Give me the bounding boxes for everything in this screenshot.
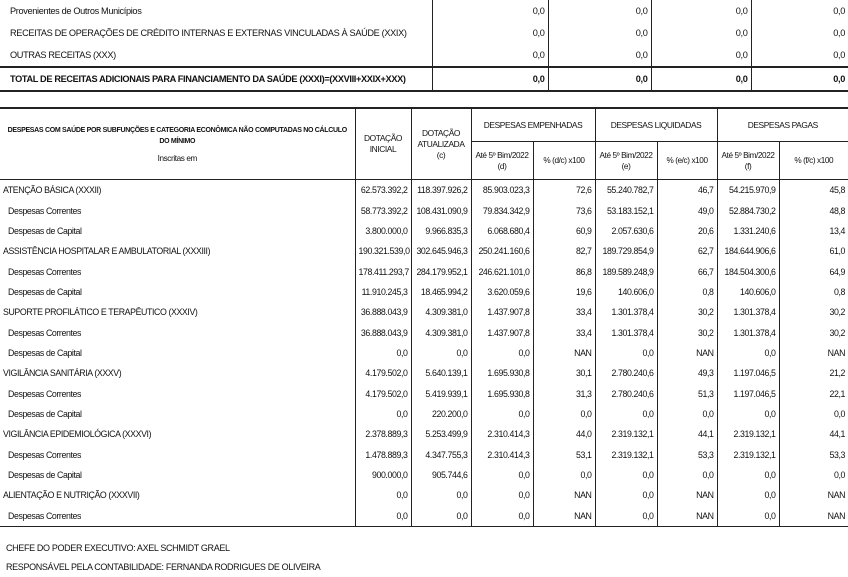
cell-value: 22,1 bbox=[779, 383, 848, 403]
cell-value: 72,6 bbox=[533, 180, 595, 201]
cell-value: 13,4 bbox=[779, 221, 848, 241]
cell-value: 189.729.854,9 bbox=[595, 241, 657, 261]
cell-value: 82,7 bbox=[533, 241, 595, 261]
cell-value: 0,0 bbox=[751, 67, 848, 91]
cell-value: 178.411.293,7 bbox=[355, 261, 411, 281]
cell-value: 4.179.502,0 bbox=[355, 383, 411, 403]
cell-value: 0,0 bbox=[833, 28, 845, 38]
cell-value: 20,6 bbox=[657, 221, 717, 241]
cell-value: 0,0 bbox=[432, 44, 548, 67]
table-row bbox=[0, 221, 848, 241]
cell-value: 44,1 bbox=[779, 424, 848, 444]
row-label: Despesas Correntes bbox=[8, 449, 81, 460]
cell-value: 62,7 bbox=[657, 241, 717, 261]
cell-value: 5.419.939,1 bbox=[411, 383, 471, 403]
cell-value: 0,0 bbox=[471, 343, 533, 363]
cell-value: 36.888.043,9 bbox=[355, 302, 411, 322]
description-header-title: DESPESAS COM SAÚDE POR SUBFUNÇÕES E CATEGORIA ECONÔMICA NÃO COMPUTADAS NO CÁLCULO DO MÍNIMO bbox=[7, 126, 347, 145]
cell-value: 2.319.132,1 bbox=[717, 444, 779, 464]
table-row bbox=[0, 404, 848, 424]
row-label: RECEITAS DE OPERAÇÕES DE CRÉDITO INTERNAS E EXTERNAS VINCULADAS À SAÚDE (XXIX) bbox=[0, 22, 432, 44]
cell-value: 0,0 bbox=[779, 404, 848, 424]
table-row bbox=[0, 485, 848, 505]
cell-value: 1.695.930,8 bbox=[471, 383, 533, 403]
health-expenses-table bbox=[0, 107, 848, 527]
cell-value: 2.310.414,3 bbox=[471, 424, 533, 444]
table-row bbox=[0, 261, 848, 281]
cell-value: 33,4 bbox=[533, 302, 595, 322]
cell-value: 0,0 bbox=[355, 404, 411, 424]
cell-value: 0,0 bbox=[717, 506, 779, 527]
table-row bbox=[0, 506, 848, 527]
cell-value: 900.000,0 bbox=[355, 465, 411, 485]
empenhadas-ate-header bbox=[471, 142, 533, 180]
cell-value: 19,6 bbox=[533, 282, 595, 302]
row-label: VIGILÂNCIA EPIDEMIOLÓGICA (XXXVI) bbox=[3, 429, 152, 440]
table-row bbox=[0, 322, 848, 342]
cell-value: 0,0 bbox=[651, 44, 751, 67]
liquidadas-ate-label: Até 5º Bim/2022 bbox=[599, 150, 653, 160]
cell-value: 44,0 bbox=[533, 424, 595, 444]
empenhadas-ate-code: (d) bbox=[497, 161, 507, 171]
empenhadas-pct-header: % (d/c) x100 bbox=[533, 142, 595, 180]
cell-value: 0,0 bbox=[657, 465, 717, 485]
cell-value: NAN bbox=[533, 485, 595, 505]
cell-value: 85.903.023,3 bbox=[471, 180, 533, 201]
cell-value: 1.331.240,6 bbox=[717, 221, 779, 241]
table-row bbox=[0, 363, 848, 383]
dotacao-atualizada-label: DOTAÇÃO ATUALIZADA bbox=[417, 127, 465, 149]
cell-value: 48,8 bbox=[779, 200, 848, 220]
row-label: Despesas Correntes bbox=[8, 388, 81, 399]
pagas-ate-code: (f) bbox=[744, 161, 752, 171]
cell-value: 0,0 bbox=[717, 343, 779, 363]
cell-value: 0,0 bbox=[651, 0, 751, 22]
cell-value: 51,3 bbox=[657, 383, 717, 403]
cell-value: 140.606,0 bbox=[595, 282, 657, 302]
cell-value: 53,3 bbox=[657, 444, 717, 464]
dotacao-atualizada-header bbox=[411, 108, 471, 180]
cell-value: 0,0 bbox=[595, 343, 657, 363]
cell-value: 54.215.970,9 bbox=[717, 180, 779, 201]
signatures bbox=[6, 539, 320, 577]
accounting-signature: RESPONSÁVEL PELA CONTABILIDADE: FERNANDA RODRIGUES DE OLIVEIRA bbox=[6, 562, 321, 572]
cell-value: 30,2 bbox=[657, 322, 717, 342]
row-label: ALIENTAÇÃO E NUTRIÇÃO (XXXVII) bbox=[3, 490, 140, 501]
cell-value: 4.309.381,0 bbox=[411, 322, 471, 342]
cell-value: 0,8 bbox=[657, 282, 717, 302]
cell-value: 184.644.906,6 bbox=[717, 241, 779, 261]
cell-value: 2.319.132,1 bbox=[595, 424, 657, 444]
cell-value: NAN bbox=[533, 506, 595, 527]
row-label: ATENÇÃO BÁSICA (XXXII) bbox=[3, 185, 102, 196]
total-row bbox=[0, 67, 848, 91]
cell-value: 0,0 bbox=[548, 44, 651, 67]
cell-value: 905.744,6 bbox=[411, 465, 471, 485]
cell-value: 0,0 bbox=[717, 485, 779, 505]
cell-value: 0,0 bbox=[471, 465, 533, 485]
row-label: Despesas Correntes bbox=[8, 266, 81, 277]
cell-value: 30,2 bbox=[779, 302, 848, 322]
liquidadas-ate-header bbox=[595, 142, 657, 180]
row-label: TOTAL DE RECEITAS ADICIONAIS PARA FINANCIAMENTO DA SAÚDE (XXXI)=(XXVIII+XXIX+XXX) bbox=[0, 67, 432, 91]
pagas-header: DESPESAS PAGAS bbox=[717, 108, 848, 142]
cell-value: 1.437.907,8 bbox=[471, 302, 533, 322]
cell-value: 3.620.059,6 bbox=[471, 282, 533, 302]
table-row bbox=[0, 302, 848, 322]
cell-value: NAN bbox=[657, 506, 717, 527]
cell-value: 0,0 bbox=[411, 506, 471, 527]
table-row bbox=[0, 241, 848, 261]
cell-value: 53.183.152,1 bbox=[595, 200, 657, 220]
cell-value: 0,0 bbox=[533, 465, 595, 485]
cell-value: 44,1 bbox=[657, 424, 717, 444]
executive-signature: CHEFE DO PODER EXECUTIVO: AXEL SCHMIDT GRAEL bbox=[6, 543, 230, 553]
additional-revenue-body bbox=[0, 0, 848, 91]
cell-value: 49,3 bbox=[657, 363, 717, 383]
description-header bbox=[0, 108, 355, 180]
cell-value: 0,0 bbox=[355, 485, 411, 505]
row-label: Despesas de Capital bbox=[8, 286, 82, 297]
cell-value: NAN bbox=[779, 506, 848, 527]
cell-value: 33,4 bbox=[533, 322, 595, 342]
cell-value: 61,0 bbox=[779, 241, 848, 261]
cell-value: 189.589.248,9 bbox=[595, 261, 657, 281]
row-label: Despesas Correntes bbox=[8, 205, 81, 216]
cell-value: 2.310.414,3 bbox=[471, 444, 533, 464]
cell-value: 0,0 bbox=[411, 343, 471, 363]
table-row bbox=[0, 200, 848, 220]
cell-value: 0,0 bbox=[471, 506, 533, 527]
pagas-pct-header: % (f/c) x100 bbox=[779, 142, 848, 180]
cell-value: 0,0 bbox=[432, 67, 548, 91]
cell-value: 0,0 bbox=[533, 404, 595, 424]
row-label: OUTRAS RECEITAS (XXX) bbox=[0, 44, 432, 67]
table-row bbox=[0, 343, 848, 363]
cell-value: 0,0 bbox=[595, 485, 657, 505]
cell-value: 1.695.930,8 bbox=[471, 363, 533, 383]
table-row bbox=[0, 0, 848, 22]
cell-value: 1.478.889,3 bbox=[355, 444, 411, 464]
cell-value: 2.780.240,6 bbox=[595, 383, 657, 403]
table-row bbox=[0, 282, 848, 302]
cell-value: 0,0 bbox=[779, 465, 848, 485]
cell-value: 220.200,0 bbox=[411, 404, 471, 424]
cell-value: 60,9 bbox=[533, 221, 595, 241]
cell-value: 55.240.782,7 bbox=[595, 180, 657, 201]
cell-value: 0,0 bbox=[471, 404, 533, 424]
cell-value: 0,0 bbox=[355, 343, 411, 363]
cell-value: 73,6 bbox=[533, 200, 595, 220]
cell-value: 0,8 bbox=[779, 282, 848, 302]
empenhadas-header: DESPESAS EMPENHADAS bbox=[471, 108, 595, 142]
cell-value: 284.179.952,1 bbox=[411, 261, 471, 281]
cell-value: 58.773.392,2 bbox=[355, 200, 411, 220]
cell-value: 0,0 bbox=[548, 67, 651, 91]
cell-value: 45,8 bbox=[779, 180, 848, 201]
table-row bbox=[0, 180, 848, 201]
cell-value: 302.645.946,3 bbox=[411, 241, 471, 261]
cell-value: 3.800.000,0 bbox=[355, 221, 411, 241]
cell-value: 0,0 bbox=[651, 22, 751, 44]
cell-value: 0,0 bbox=[432, 0, 548, 22]
cell-value: 4.179.502,0 bbox=[355, 363, 411, 383]
row-label: Despesas Correntes bbox=[0, 506, 355, 527]
row-label: ASSISTÊNCIA HOSPITALAR E AMBULATORIAL (XXXIII) bbox=[3, 246, 211, 257]
cell-value: 46,7 bbox=[657, 180, 717, 201]
cell-value: 108.431.090,9 bbox=[411, 200, 471, 220]
additional-revenue-table bbox=[0, 0, 848, 92]
cell-value: 21,2 bbox=[779, 363, 848, 383]
cell-value: 0,0 bbox=[657, 404, 717, 424]
cell-value: 0,0 bbox=[471, 485, 533, 505]
cell-value: 5.253.499,9 bbox=[411, 424, 471, 444]
cell-value: 2.780.240,6 bbox=[595, 363, 657, 383]
cell-value: 118.397.926,2 bbox=[411, 180, 471, 201]
cell-value: 0,0 bbox=[595, 404, 657, 424]
cell-value: 1.301.378,4 bbox=[595, 322, 657, 342]
liquidadas-header: DESPESAS LIQUIDADAS bbox=[595, 108, 717, 142]
cell-value: 246.621.101,0 bbox=[471, 261, 533, 281]
cell-value: 0,0 bbox=[548, 0, 651, 22]
table-row bbox=[0, 465, 848, 485]
description-header-subtitle: Inscritas em bbox=[157, 153, 197, 163]
cell-value: 0,0 bbox=[432, 22, 548, 44]
cell-value: 1.197.046,5 bbox=[717, 383, 779, 403]
cell-value: 52.884.730,2 bbox=[717, 200, 779, 220]
row-label: VIGILÂNCIA SANITÁRIA (XXXV) bbox=[3, 368, 122, 379]
cell-value: 2.378.889,3 bbox=[355, 424, 411, 444]
cell-value: 184.504.300,6 bbox=[717, 261, 779, 281]
pagas-ate-label: Até 5º Bim/2022 bbox=[721, 150, 775, 160]
cell-value: 53,3 bbox=[779, 444, 848, 464]
cell-value: 4.309.381,0 bbox=[411, 302, 471, 322]
cell-value: 9.966.835,3 bbox=[411, 221, 471, 241]
cell-value: 36.888.043,9 bbox=[355, 322, 411, 342]
cell-value: 0,0 bbox=[717, 404, 779, 424]
cell-value: 0,0 bbox=[595, 465, 657, 485]
dotacao-atualizada-code: (c) bbox=[436, 149, 446, 160]
cell-value: 2.319.132,1 bbox=[717, 424, 779, 444]
cell-value: 64,9 bbox=[779, 261, 848, 281]
cell-value: 0,0 bbox=[355, 506, 411, 527]
table-body bbox=[0, 180, 848, 527]
cell-value: 79.834.342,9 bbox=[471, 200, 533, 220]
cell-value: 5.640.139,1 bbox=[411, 363, 471, 383]
cell-value: 0,0 bbox=[651, 67, 751, 91]
cell-value: 250.241.160,6 bbox=[471, 241, 533, 261]
cell-value: 30,2 bbox=[657, 302, 717, 322]
row-label: Despesas de Capital bbox=[8, 225, 82, 236]
pagas-ate-header bbox=[717, 142, 779, 180]
cell-value: 0,0 bbox=[833, 6, 845, 16]
cell-value: 1.301.378,4 bbox=[717, 302, 779, 322]
cell-value: 62.573.392,2 bbox=[355, 180, 411, 201]
table-row bbox=[0, 444, 848, 464]
liquidadas-pct-header: % (e/c) x100 bbox=[657, 142, 717, 180]
cell-value: 2.319.132,1 bbox=[595, 444, 657, 464]
cell-value: 66,7 bbox=[657, 261, 717, 281]
row-label: Despesas de Capital bbox=[8, 469, 82, 480]
cell-value: NAN bbox=[657, 343, 717, 363]
cell-value: 0,0 bbox=[411, 485, 471, 505]
cell-value: 0,0 bbox=[717, 465, 779, 485]
cell-value: 30,1 bbox=[533, 363, 595, 383]
cell-value: 30,2 bbox=[779, 322, 848, 342]
dotacao-inicial-header: DOTAÇÃO INICIAL bbox=[355, 108, 411, 180]
liquidadas-ate-code: (e) bbox=[621, 161, 631, 171]
cell-value: 1.301.378,4 bbox=[595, 302, 657, 322]
table-row bbox=[0, 424, 848, 444]
table-row bbox=[0, 44, 848, 67]
cell-value: 1.197.046,5 bbox=[717, 363, 779, 383]
cell-value: 0,0 bbox=[595, 506, 657, 527]
cell-value: 86,8 bbox=[533, 261, 595, 281]
cell-value: 1.437.907,8 bbox=[471, 322, 533, 342]
empenhadas-ate-label: Até 5º Bim/2022 bbox=[475, 150, 529, 160]
cell-value: 140.606,0 bbox=[717, 282, 779, 302]
cell-value: NAN bbox=[533, 343, 595, 363]
cell-value: 0,0 bbox=[548, 22, 651, 44]
cell-value: NAN bbox=[779, 485, 848, 505]
cell-value: 11.910.245,3 bbox=[355, 282, 411, 302]
row-label: Despesas de Capital bbox=[8, 347, 82, 358]
row-label: Despesas Correntes bbox=[8, 327, 81, 338]
cell-value: 6.068.680,4 bbox=[471, 221, 533, 241]
cell-value: 53,1 bbox=[533, 444, 595, 464]
cell-value: 18.465.994,2 bbox=[411, 282, 471, 302]
row-label: Despesas de Capital bbox=[8, 408, 82, 419]
cell-value: 31,3 bbox=[533, 383, 595, 403]
row-label: SUPORTE PROFILÁTICO E TERAPÊUTICO (XXXIV) bbox=[3, 307, 198, 318]
cell-value: 190.321.539,0 bbox=[355, 241, 411, 261]
cell-value: 0,0 bbox=[833, 50, 845, 60]
cell-value: 1.301.378,4 bbox=[717, 322, 779, 342]
table-row bbox=[0, 22, 848, 44]
cell-value: 49,0 bbox=[657, 200, 717, 220]
cell-value: NAN bbox=[779, 343, 848, 363]
cell-value: 4.347.755,3 bbox=[411, 444, 471, 464]
cell-value: NAN bbox=[657, 485, 717, 505]
table-header bbox=[0, 108, 848, 180]
table-row bbox=[0, 383, 848, 403]
row-label: Provenientes de Outros Municípios bbox=[0, 0, 432, 22]
cell-value: 2.057.630,6 bbox=[595, 221, 657, 241]
